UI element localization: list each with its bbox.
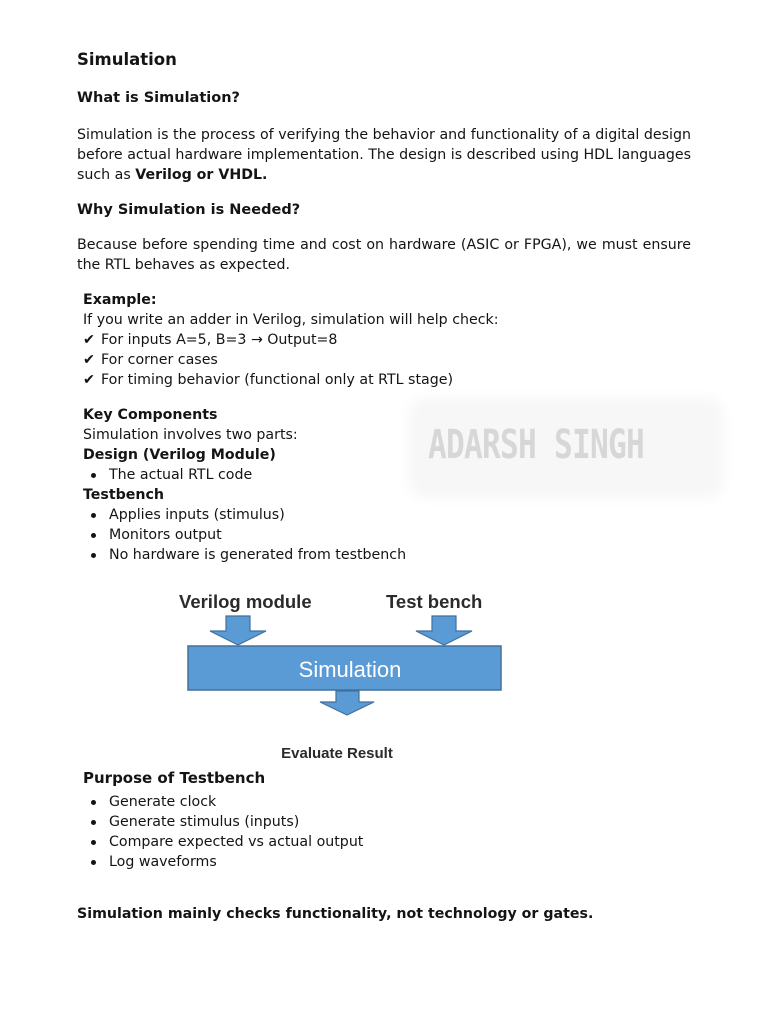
check-item (83, 330, 499, 350)
list-item: No hardware is generated from testbench (83, 545, 406, 565)
design-list (83, 465, 406, 485)
simulation-flow-svg (170, 585, 520, 765)
closing-statement: Simulation mainly checks functionality, not technology or gates. (77, 906, 594, 922)
watermark-text: ADARSH SINGH (428, 422, 645, 468)
list-item: Generate stimulus (inputs) (83, 812, 363, 832)
what-is-simulation-paragraph (77, 125, 691, 185)
simulation-process-label: Simulation (298, 657, 402, 682)
list-item: Log waveforms (83, 852, 363, 872)
purpose-list (83, 792, 363, 872)
down-arrow-icon (320, 691, 374, 715)
test-bench-label: Test bench (386, 591, 483, 612)
example-block (83, 290, 499, 390)
check-item-text: For timing behavior (functional only at RTL stage) (101, 372, 453, 388)
why-simulation-heading: Why Simulation is Needed? (77, 202, 301, 218)
check-item (83, 350, 499, 370)
check-item-text: For inputs A=5, B=3 → Output=8 (101, 332, 338, 348)
checkmark-icon: ✔ (83, 352, 95, 368)
why-simulation-paragraph: Because before spending time and cost on hardware (ASIC or FPGA), we must ensure the RTL behaves as expected. (77, 237, 691, 273)
example-intro: If you write an adder in Verilog, simulation will help check: (83, 312, 499, 328)
testbench-label: Testbench (83, 487, 165, 503)
key-components-block (83, 405, 406, 565)
what-paragraph-bold: Verilog or VHDL. (135, 167, 268, 183)
list-item: Generate clock (83, 792, 363, 812)
list-item: Monitors output (83, 525, 406, 545)
checkmark-icon: ✔ (83, 372, 95, 388)
down-arrow-icon (416, 616, 472, 645)
what-is-simulation-heading: What is Simulation? (77, 90, 240, 106)
check-item-text: For corner cases (101, 352, 218, 368)
design-label: Design (Verilog Module) (83, 447, 276, 463)
key-components-intro: Simulation involves two parts: (83, 427, 298, 443)
simulation-diagram (170, 585, 520, 765)
list-item: Applies inputs (stimulus) (83, 505, 406, 525)
evaluate-result-label: Evaluate Result (281, 745, 393, 762)
what-paragraph-text: Simulation is the process of verifying the behavior and functionality of a digital design before actual hardware implementation. The design is described using HDL languages such as (77, 127, 691, 183)
testbench-list (83, 505, 406, 565)
check-item (83, 370, 499, 390)
list-item: The actual RTL code (83, 465, 406, 485)
list-item: Compare expected vs actual output (83, 832, 363, 852)
verilog-module-label: Verilog module (179, 591, 312, 612)
purpose-block (83, 792, 363, 872)
purpose-of-testbench-heading: Purpose of Testbench (83, 769, 266, 787)
checkmark-icon: ✔ (83, 332, 95, 348)
watermark (418, 408, 714, 488)
example-label: Example: (83, 292, 157, 308)
key-components-heading: Key Components (83, 407, 218, 423)
down-arrow-icon (210, 616, 266, 645)
page-title: Simulation (77, 50, 177, 69)
